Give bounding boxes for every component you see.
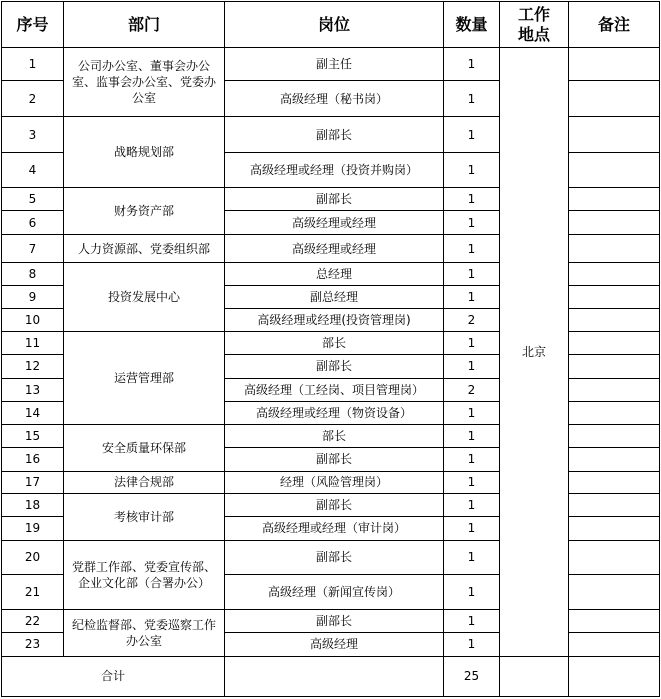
department-cell: 党群工作部、党委宣传部、企业文化部（合署办公） (64, 540, 225, 609)
count-cell: 1 (444, 332, 500, 355)
row-index: 21 (2, 574, 64, 609)
department-cell: 安全质量环保部 (64, 424, 225, 471)
total-location-cell (500, 656, 569, 696)
row-index: 6 (2, 211, 64, 235)
remarks-cell (569, 332, 660, 355)
position-cell: 部长 (225, 332, 444, 355)
row-index: 17 (2, 471, 64, 493)
location-cell: 北京 (500, 48, 569, 657)
remarks-cell (569, 235, 660, 263)
count-cell: 1 (444, 48, 500, 81)
total-label: 合计 (2, 656, 225, 696)
row-index: 9 (2, 286, 64, 309)
row-index: 10 (2, 309, 64, 332)
count-cell: 1 (444, 117, 500, 153)
row-index: 23 (2, 632, 64, 656)
remarks-cell (569, 401, 660, 424)
header-row (2, 2, 660, 48)
remarks-cell (569, 355, 660, 378)
count-cell: 1 (444, 574, 500, 609)
count-cell: 1 (444, 401, 500, 424)
remarks-cell (569, 81, 660, 117)
count-cell: 1 (444, 516, 500, 540)
count-cell: 1 (444, 211, 500, 235)
count-cell: 1 (444, 286, 500, 309)
count-cell: 2 (444, 309, 500, 332)
row-index: 11 (2, 332, 64, 355)
position-cell: 高级经理（秘书岗） (225, 81, 444, 117)
count-cell: 1 (444, 493, 500, 516)
position-cell: 副部长 (225, 609, 444, 632)
row-index: 15 (2, 424, 64, 447)
total-count: 25 (444, 656, 500, 696)
position-cell: 副部长 (225, 117, 444, 153)
department-cell: 公司办公室、董事会办公室、监事会办公室、党委办公室 (64, 48, 225, 117)
remarks-cell (569, 286, 660, 309)
position-cell: 副部长 (225, 493, 444, 516)
position-cell: 高级经理或经理（物资设备） (225, 401, 444, 424)
table-row (2, 48, 660, 81)
count-cell: 1 (444, 447, 500, 471)
count-cell: 1 (444, 609, 500, 632)
row-index: 19 (2, 516, 64, 540)
count-cell: 1 (444, 263, 500, 286)
remarks-cell (569, 574, 660, 609)
department-cell: 考核审计部 (64, 493, 225, 540)
row-index: 18 (2, 493, 64, 516)
position-cell: 高级经理或经理(投资管理岗) (225, 309, 444, 332)
count-cell: 1 (444, 540, 500, 574)
count-cell: 1 (444, 471, 500, 493)
row-index: 12 (2, 355, 64, 378)
position-cell: 副部长 (225, 447, 444, 471)
total-position-cell (225, 656, 444, 696)
row-index: 20 (2, 540, 64, 574)
row-index: 5 (2, 188, 64, 211)
count-cell: 1 (444, 355, 500, 378)
row-index: 8 (2, 263, 64, 286)
remarks-cell (569, 471, 660, 493)
position-cell: 副部长 (225, 355, 444, 378)
position-cell: 总经理 (225, 263, 444, 286)
remarks-cell (569, 188, 660, 211)
row-index: 2 (2, 81, 64, 117)
department-cell: 投资发展中心 (64, 263, 225, 332)
position-cell: 高级经理（工经岗、项目管理岗） (225, 378, 444, 401)
positions-table (1, 1, 660, 697)
count-cell: 1 (444, 153, 500, 188)
remarks-cell (569, 117, 660, 153)
count-cell: 2 (444, 378, 500, 401)
position-cell: 高级经理或经理 (225, 211, 444, 235)
total-row (2, 656, 660, 696)
header-count: 数量 (444, 2, 500, 48)
position-cell: 经理（风险管理岗） (225, 471, 444, 493)
row-index: 13 (2, 378, 64, 401)
department-cell: 人力资源部、党委组织部 (64, 235, 225, 263)
position-cell: 副主任 (225, 48, 444, 81)
position-cell: 副部长 (225, 188, 444, 211)
department-cell: 运营管理部 (64, 332, 225, 424)
count-cell: 1 (444, 188, 500, 211)
remarks-cell (569, 48, 660, 81)
remarks-cell (569, 153, 660, 188)
position-cell: 副总经理 (225, 286, 444, 309)
position-cell: 高级经理（新闻宣传岗） (225, 574, 444, 609)
remarks-cell (569, 378, 660, 401)
position-cell: 副部长 (225, 540, 444, 574)
remarks-cell (569, 211, 660, 235)
position-cell: 高级经理或经理（投资并购岗） (225, 153, 444, 188)
remarks-cell (569, 540, 660, 574)
position-cell: 高级经理 (225, 632, 444, 656)
department-cell: 战略规划部 (64, 117, 225, 188)
row-index: 1 (2, 48, 64, 81)
row-index: 14 (2, 401, 64, 424)
row-index: 3 (2, 117, 64, 153)
remarks-cell (569, 447, 660, 471)
header-index: 序号 (2, 2, 64, 48)
remarks-cell (569, 309, 660, 332)
row-index: 22 (2, 609, 64, 632)
row-index: 4 (2, 153, 64, 188)
count-cell: 1 (444, 235, 500, 263)
remarks-cell (569, 263, 660, 286)
header-location: 工作 地点 (500, 2, 569, 48)
remarks-cell (569, 424, 660, 447)
remarks-cell (569, 493, 660, 516)
total-remarks-cell (569, 656, 660, 696)
row-index: 7 (2, 235, 64, 263)
count-cell: 1 (444, 424, 500, 447)
count-cell: 1 (444, 81, 500, 117)
header-remarks: 备注 (569, 2, 660, 48)
position-cell: 部长 (225, 424, 444, 447)
department-cell: 财务资产部 (64, 188, 225, 235)
header-position: 岗位 (225, 2, 444, 48)
department-cell: 纪检监督部、党委巡察工作办公室 (64, 609, 225, 656)
remarks-cell (569, 609, 660, 632)
position-cell: 高级经理或经理（审计岗） (225, 516, 444, 540)
row-index: 16 (2, 447, 64, 471)
position-cell: 高级经理或经理 (225, 235, 444, 263)
count-cell: 1 (444, 632, 500, 656)
remarks-cell (569, 516, 660, 540)
department-cell: 法律合规部 (64, 471, 225, 493)
remarks-cell (569, 632, 660, 656)
header-department: 部门 (64, 2, 225, 48)
